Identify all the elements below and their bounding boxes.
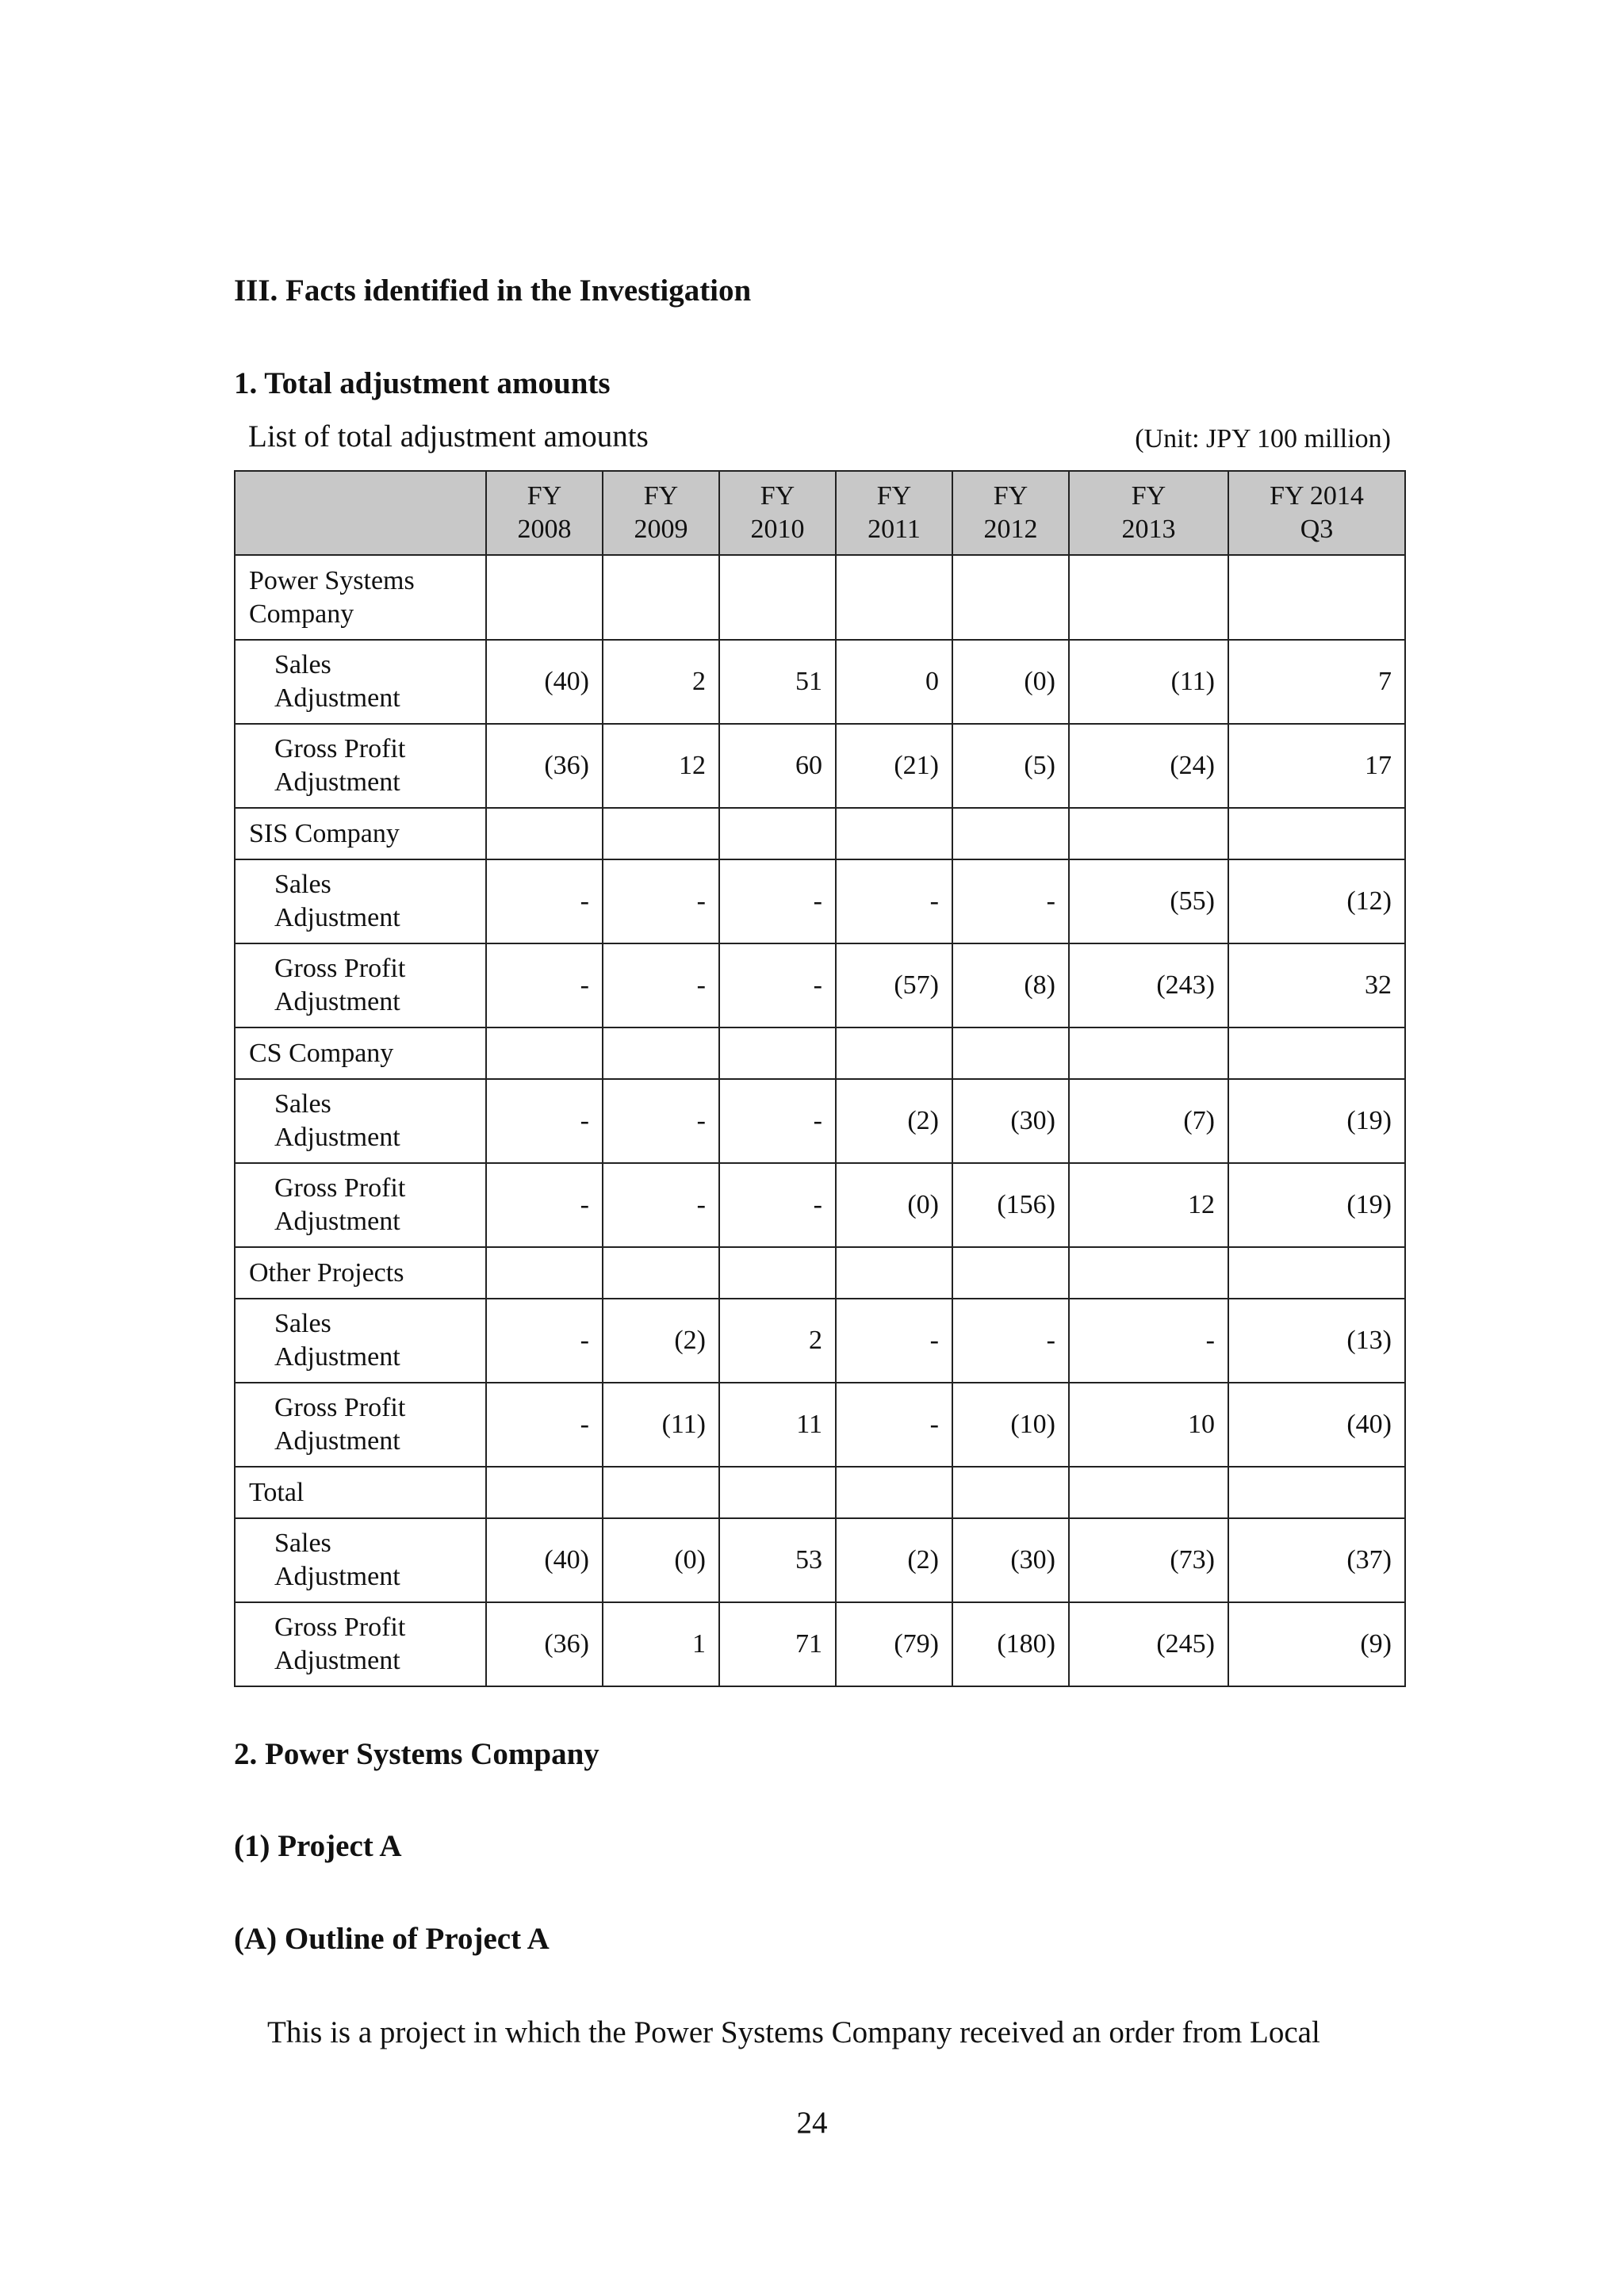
value-cell: -: [719, 1079, 836, 1163]
empty-cell: [836, 1467, 952, 1518]
row-label: Sales: [274, 650, 331, 679]
group-label-cell: [235, 1027, 486, 1079]
value-cell: 12: [1069, 1163, 1228, 1247]
value-cell: (21): [836, 724, 952, 808]
empty-cell: [952, 1027, 1069, 1079]
value-cell: -: [603, 1163, 719, 1247]
empty-cell: [719, 1467, 836, 1518]
value-cell: (10): [952, 1383, 1069, 1467]
value-cell: -: [1069, 1299, 1228, 1383]
column-header: FY 2012: [952, 471, 1069, 555]
value-cell: 7: [1228, 640, 1405, 724]
value-cell: -: [486, 943, 603, 1027]
value-cell: -: [603, 943, 719, 1027]
group-label-cell: [235, 555, 486, 640]
group-row: [235, 1467, 1405, 1518]
value-cell: (7): [1069, 1079, 1228, 1163]
value-cell: (156): [952, 1163, 1069, 1247]
table-header-row: [235, 471, 1405, 555]
empty-cell: [603, 1247, 719, 1299]
value-cell: (24): [1069, 724, 1228, 808]
row-label: Sales: [274, 1529, 331, 1558]
empty-cell: [836, 808, 952, 859]
value-cell: -: [836, 859, 952, 943]
empty-cell: [1069, 808, 1228, 859]
value-cell: 12: [603, 724, 719, 808]
value-cell: -: [486, 1079, 603, 1163]
value-cell: (79): [836, 1602, 952, 1686]
empty-cell: [1228, 1247, 1405, 1299]
value-cell: (11): [603, 1383, 719, 1467]
row-label: Gross Profit: [274, 954, 406, 983]
group-label-cell: [235, 808, 486, 859]
value-cell: (30): [952, 1079, 1069, 1163]
table-row: [235, 1163, 1405, 1247]
value-cell: -: [719, 859, 836, 943]
column-header: FY 2008: [486, 471, 603, 555]
value-cell: -: [486, 1163, 603, 1247]
row-label: Adjustment: [274, 987, 400, 1016]
value-cell: (9): [1228, 1602, 1405, 1686]
row-label: Gross Profit: [274, 734, 406, 763]
empty-cell: [486, 808, 603, 859]
header-corner-cell: [235, 471, 486, 555]
value-cell: -: [603, 859, 719, 943]
value-cell: (36): [486, 724, 603, 808]
table-caption: List of total adjustment amounts: [248, 419, 649, 453]
empty-cell: [603, 1467, 719, 1518]
value-cell: -: [603, 1079, 719, 1163]
value-cell: -: [952, 859, 1069, 943]
value-cell: (243): [1069, 943, 1228, 1027]
value-cell: 0: [836, 640, 952, 724]
value-cell: -: [719, 1163, 836, 1247]
value-cell: 10: [1069, 1383, 1228, 1467]
value-cell: -: [836, 1299, 952, 1383]
value-cell: (37): [1228, 1518, 1405, 1602]
adjustment-table: [234, 470, 1406, 1687]
value-cell: (57): [836, 943, 952, 1027]
value-cell: (40): [486, 640, 603, 724]
table-row: [235, 640, 1405, 724]
group-label-cell: [235, 1467, 486, 1518]
row-label-cell: [235, 1163, 486, 1247]
value-cell: (19): [1228, 1163, 1405, 1247]
row-label: Adjustment: [274, 1426, 400, 1456]
group-row: [235, 1247, 1405, 1299]
value-cell: (2): [603, 1299, 719, 1383]
value-cell: (40): [1228, 1383, 1405, 1467]
group-name: SIS Company: [249, 818, 400, 848]
group-label-cell: [235, 1247, 486, 1299]
column-header: FY 2010: [719, 471, 836, 555]
value-cell: 1: [603, 1602, 719, 1686]
value-cell: 2: [603, 640, 719, 724]
section-title: III. Facts identified in the Investigation: [234, 274, 752, 308]
section2-title: 2. Power Systems Company: [234, 1737, 599, 1771]
value-cell: 53: [719, 1518, 836, 1602]
subsection-title: 1. Total adjustment amounts: [234, 366, 611, 400]
empty-cell: [952, 808, 1069, 859]
row-label: Sales: [274, 1309, 331, 1338]
value-cell: -: [952, 1299, 1069, 1383]
column-header: FY 2009: [603, 471, 719, 555]
row-label: Gross Profit: [274, 1393, 406, 1422]
empty-cell: [1069, 555, 1228, 640]
project-title: (1) Project A: [234, 1829, 402, 1863]
value-cell: (30): [952, 1518, 1069, 1602]
empty-cell: [486, 555, 603, 640]
group-name: Company: [249, 599, 354, 629]
empty-cell: [952, 555, 1069, 640]
value-cell: -: [486, 1299, 603, 1383]
group-row: [235, 808, 1405, 859]
empty-cell: [486, 1027, 603, 1079]
group-name: Total: [249, 1477, 304, 1507]
table-row: [235, 1383, 1405, 1467]
table-row: [235, 859, 1405, 943]
value-cell: 51: [719, 640, 836, 724]
row-label-cell: [235, 1383, 486, 1467]
row-label: Adjustment: [274, 903, 400, 932]
value-cell: (73): [1069, 1518, 1228, 1602]
empty-cell: [486, 1247, 603, 1299]
table-row: [235, 1299, 1405, 1383]
page-number: 24: [796, 2106, 828, 2140]
row-label: Adjustment: [274, 683, 400, 713]
value-cell: (40): [486, 1518, 603, 1602]
value-cell: 2: [719, 1299, 836, 1383]
row-label: Adjustment: [274, 767, 400, 797]
empty-cell: [486, 1467, 603, 1518]
value-cell: (0): [836, 1163, 952, 1247]
value-cell: (245): [1069, 1602, 1228, 1686]
value-cell: -: [719, 943, 836, 1027]
row-label-cell: [235, 640, 486, 724]
empty-cell: [1069, 1247, 1228, 1299]
group-name: Power Systems: [249, 565, 415, 595]
empty-cell: [836, 1027, 952, 1079]
row-label: Adjustment: [274, 1123, 400, 1152]
empty-cell: [1228, 1027, 1405, 1079]
empty-cell: [1069, 1467, 1228, 1518]
row-label: Gross Profit: [274, 1173, 406, 1203]
row-label: Adjustment: [274, 1646, 400, 1675]
row-label-cell: [235, 943, 486, 1027]
row-label-cell: [235, 1299, 486, 1383]
row-label-cell: [235, 1602, 486, 1686]
row-label: Adjustment: [274, 1207, 400, 1236]
value-cell: (2): [836, 1518, 952, 1602]
value-cell: (180): [952, 1602, 1069, 1686]
group-name: Other Projects: [249, 1257, 404, 1288]
value-cell: (8): [952, 943, 1069, 1027]
value-cell: (12): [1228, 859, 1405, 943]
group-name: CS Company: [249, 1038, 394, 1068]
empty-cell: [603, 808, 719, 859]
value-cell: (36): [486, 1602, 603, 1686]
column-header: FY 2011: [836, 471, 952, 555]
value-cell: (13): [1228, 1299, 1405, 1383]
value-cell: 32: [1228, 943, 1405, 1027]
value-cell: (11): [1069, 640, 1228, 724]
row-label-cell: [235, 1079, 486, 1163]
row-label: Sales: [274, 1089, 331, 1119]
empty-cell: [952, 1247, 1069, 1299]
empty-cell: [1228, 1467, 1405, 1518]
empty-cell: [1069, 1027, 1228, 1079]
outline-title: (A) Outline of Project A: [234, 1922, 550, 1956]
empty-cell: [836, 555, 952, 640]
value-cell: 17: [1228, 724, 1405, 808]
value-cell: (2): [836, 1079, 952, 1163]
row-label: Adjustment: [274, 1342, 400, 1372]
empty-cell: [1228, 555, 1405, 640]
value-cell: -: [486, 859, 603, 943]
value-cell: (0): [603, 1518, 719, 1602]
row-label-cell: [235, 724, 486, 808]
table-row: [235, 1079, 1405, 1163]
body-paragraph: This is a project in which the Power Systems Company received an order from Local: [267, 2015, 1320, 2049]
value-cell: 60: [719, 724, 836, 808]
row-label-cell: [235, 859, 486, 943]
row-label: Gross Profit: [274, 1613, 406, 1642]
table-row: [235, 1602, 1405, 1686]
value-cell: -: [486, 1383, 603, 1467]
empty-cell: [603, 555, 719, 640]
table-body: [235, 555, 1405, 1686]
table-row: [235, 1518, 1405, 1602]
empty-cell: [836, 1247, 952, 1299]
empty-cell: [952, 1467, 1069, 1518]
column-header: FY 2013: [1069, 471, 1228, 555]
row-label: Sales: [274, 870, 331, 899]
empty-cell: [719, 1247, 836, 1299]
row-label: Adjustment: [274, 1562, 400, 1591]
group-row: [235, 555, 1405, 640]
column-header: FY 2014 Q3: [1228, 471, 1405, 555]
value-cell: (19): [1228, 1079, 1405, 1163]
value-cell: -: [836, 1383, 952, 1467]
table-row: [235, 943, 1405, 1027]
empty-cell: [1228, 808, 1405, 859]
value-cell: 71: [719, 1602, 836, 1686]
table-row: [235, 724, 1405, 808]
row-label-cell: [235, 1518, 486, 1602]
group-row: [235, 1027, 1405, 1079]
empty-cell: [719, 1027, 836, 1079]
value-cell: (0): [952, 640, 1069, 724]
value-cell: (5): [952, 724, 1069, 808]
value-cell: (55): [1069, 859, 1228, 943]
empty-cell: [719, 808, 836, 859]
value-cell: 11: [719, 1383, 836, 1467]
empty-cell: [719, 555, 836, 640]
unit-note: (Unit: JPY 100 million): [1135, 424, 1391, 453]
empty-cell: [603, 1027, 719, 1079]
